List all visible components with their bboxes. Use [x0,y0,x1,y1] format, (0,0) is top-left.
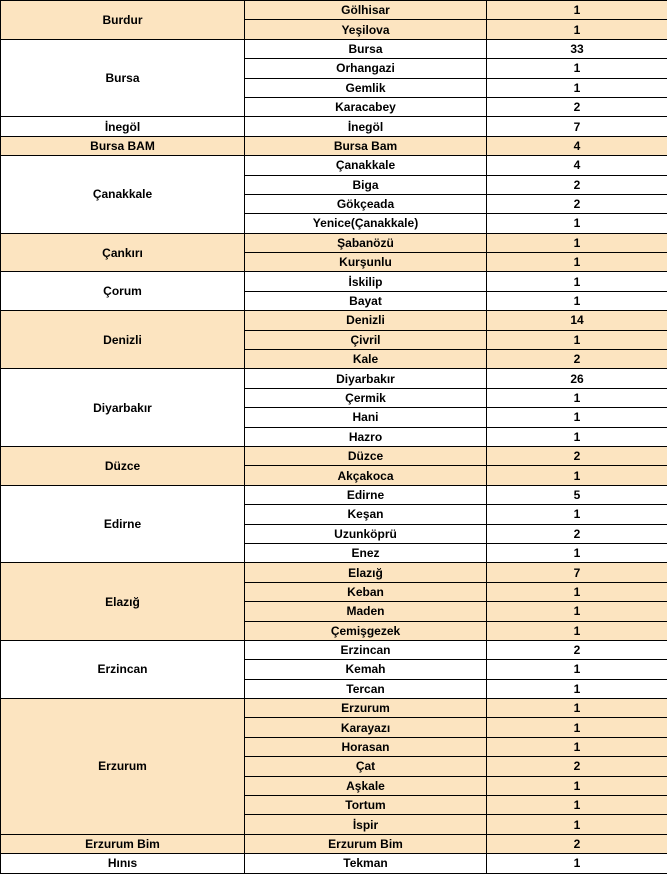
district-cell: Biga [245,175,487,194]
table-row [1,311,667,330]
district-cell: Horasan [245,737,487,756]
district-cell: Akçakoca [245,466,487,485]
count-cell: 1 [487,330,667,349]
count-cell: 2 [487,97,667,116]
city-cell: Çorum [1,272,245,311]
district-cell: Denizli [245,311,487,330]
count-cell: 1 [487,621,667,640]
district-cell: Bursa [245,39,487,58]
count-cell: 1 [487,660,667,679]
count-cell: 2 [487,834,667,853]
district-cell: Çanakkale [245,156,487,175]
count-cell: 1 [487,679,667,698]
count-cell: 1 [487,737,667,756]
district-cell: Çermik [245,388,487,407]
count-cell: 2 [487,446,667,465]
city-cell: Hınıs [1,854,245,873]
table-body [1,1,667,874]
count-cell: 33 [487,39,667,58]
district-cell: Kale [245,350,487,369]
table-row [1,854,667,873]
district-cell: Tortum [245,796,487,815]
district-cell: Hazro [245,427,487,446]
district-cell: Erzincan [245,640,487,659]
district-cell: Tekman [245,854,487,873]
count-cell: 1 [487,427,667,446]
table-row [1,834,667,853]
table-row [1,117,667,136]
district-cell: Elazığ [245,563,487,582]
count-cell: 1 [487,408,667,427]
count-cell: 2 [487,350,667,369]
count-cell: 1 [487,214,667,233]
count-cell: 1 [487,78,667,97]
district-cell: Kurşunlu [245,253,487,272]
count-cell: 1 [487,253,667,272]
city-cell: Burdur [1,1,245,40]
district-cell: İspir [245,815,487,834]
district-cell: Karayazı [245,718,487,737]
count-cell: 7 [487,117,667,136]
district-cell: İskilip [245,272,487,291]
count-cell: 1 [487,59,667,78]
table-row [1,563,667,582]
district-cell: Orhangazi [245,59,487,78]
district-cell: Maden [245,602,487,621]
count-cell: 1 [487,815,667,834]
table-row [1,233,667,252]
district-cell: Çemişgezek [245,621,487,640]
district-cell: Gölhisar [245,1,487,20]
city-cell: Diyarbakır [1,369,245,447]
city-cell: Erzurum Bim [1,834,245,853]
district-cell: Bayat [245,291,487,310]
count-cell: 14 [487,311,667,330]
count-cell: 26 [487,369,667,388]
district-cell: Diyarbakır [245,369,487,388]
city-cell: Erzincan [1,640,245,698]
district-cell: Keşan [245,505,487,524]
district-cell: Erzurum [245,699,487,718]
city-cell: Denizli [1,311,245,369]
count-cell: 1 [487,718,667,737]
count-cell: 2 [487,757,667,776]
district-cell: Tercan [245,679,487,698]
count-cell: 1 [487,776,667,795]
district-cell: Uzunköprü [245,524,487,543]
count-cell: 1 [487,602,667,621]
city-cell: Düzce [1,446,245,485]
city-cell: Çankırı [1,233,245,272]
district-cell: Gemlik [245,78,487,97]
district-cell: Yenice(Çanakkale) [245,214,487,233]
district-cell: Keban [245,582,487,601]
district-cell: İnegöl [245,117,487,136]
count-cell: 1 [487,582,667,601]
table-row [1,39,667,58]
district-cell: Hani [245,408,487,427]
city-cell: Elazığ [1,563,245,641]
table-row [1,136,667,155]
city-cell: Bursa [1,39,245,117]
count-cell: 1 [487,699,667,718]
count-cell: 4 [487,136,667,155]
count-cell: 2 [487,524,667,543]
count-cell: 2 [487,194,667,213]
table-row [1,369,667,388]
table-row [1,699,667,718]
count-cell: 5 [487,485,667,504]
count-cell: 1 [487,543,667,562]
count-cell: 1 [487,796,667,815]
count-cell: 7 [487,563,667,582]
district-cell: Karacabey [245,97,487,116]
table-row [1,156,667,175]
count-cell: 1 [487,20,667,39]
count-cell: 1 [487,272,667,291]
count-cell: 1 [487,291,667,310]
city-cell: Çanakkale [1,156,245,234]
district-cell: Çivril [245,330,487,349]
district-cell: Enez [245,543,487,562]
count-cell: 4 [487,156,667,175]
count-cell: 2 [487,640,667,659]
count-cell: 1 [487,388,667,407]
table-row [1,640,667,659]
count-cell: 1 [487,505,667,524]
table-row [1,485,667,504]
city-cell: İnegöl [1,117,245,136]
table-row [1,446,667,465]
city-cell: Erzurum [1,699,245,835]
district-cell: Kemah [245,660,487,679]
table-row [1,272,667,291]
district-cell: Erzurum Bim [245,834,487,853]
district-cell: Edirne [245,485,487,504]
count-cell: 1 [487,1,667,20]
district-cell: Düzce [245,446,487,465]
district-cell: Bursa Bam [245,136,487,155]
district-cell: Yeşilova [245,20,487,39]
count-cell: 1 [487,233,667,252]
district-cell: Gökçeada [245,194,487,213]
district-cell: Aşkale [245,776,487,795]
city-cell: Edirne [1,485,245,563]
count-cell: 2 [487,175,667,194]
district-cell: Çat [245,757,487,776]
count-cell: 1 [487,466,667,485]
table-row [1,1,667,20]
count-cell: 1 [487,854,667,873]
district-cell: Şabanözü [245,233,487,252]
city-cell: Bursa BAM [1,136,245,155]
